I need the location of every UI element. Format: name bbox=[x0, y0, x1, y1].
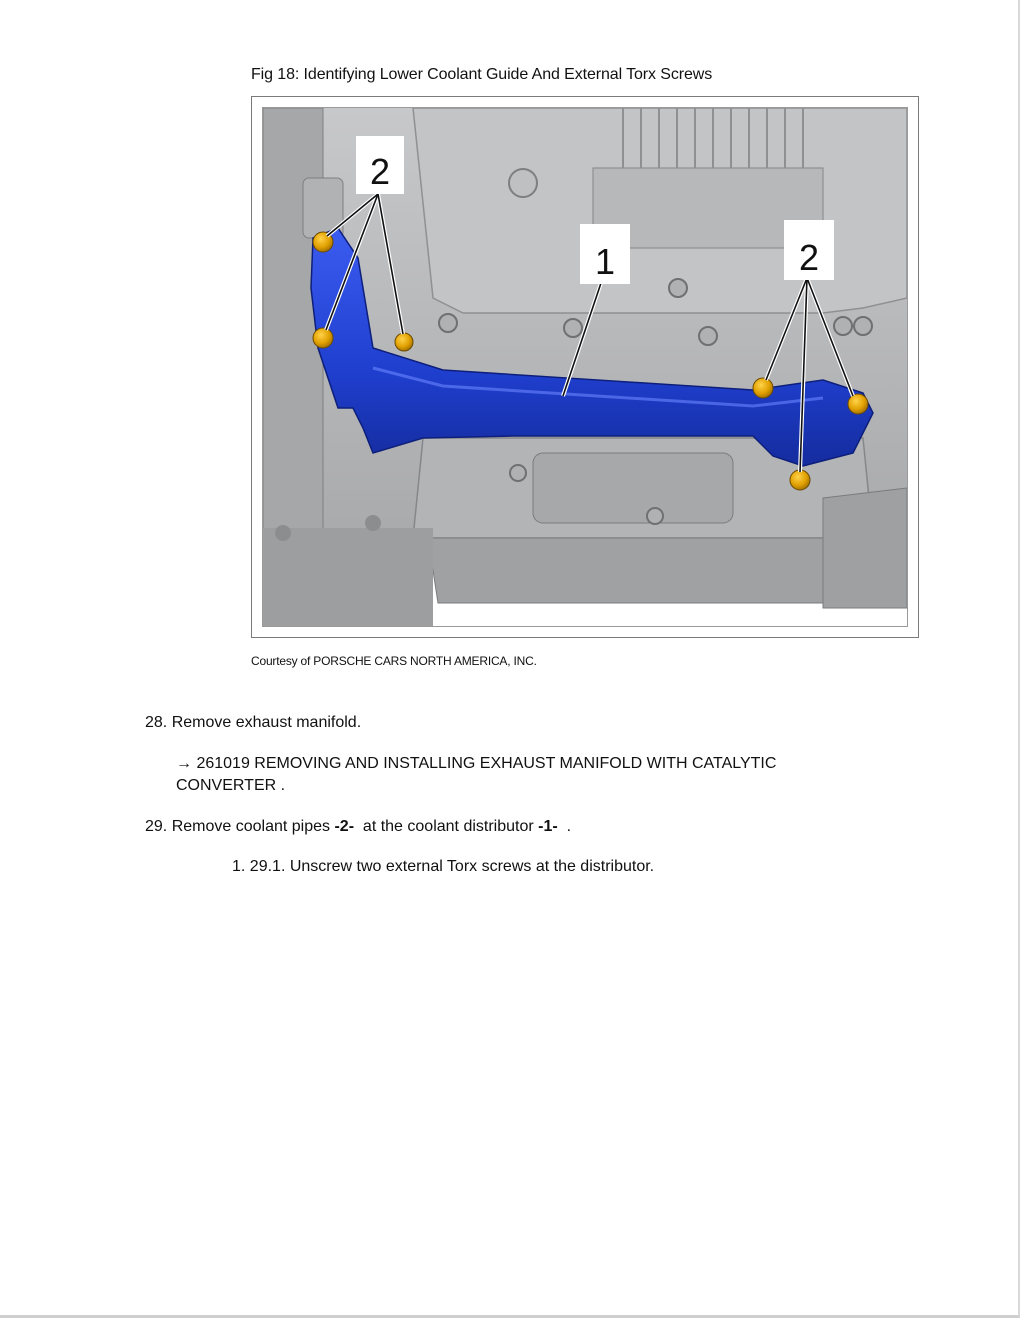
bolt-head bbox=[647, 508, 663, 524]
torx-screw bbox=[753, 378, 773, 398]
engine-illustration bbox=[263, 108, 907, 626]
figure-illustration bbox=[262, 107, 908, 627]
bolt-head bbox=[439, 314, 457, 332]
step-text-part: . bbox=[557, 818, 572, 835]
bolt-head bbox=[365, 515, 381, 531]
callout-ref-2: -2- bbox=[334, 818, 355, 835]
bolt-head bbox=[510, 465, 526, 481]
figure-courtesy: Courtesy of PORSCHE CARS NORTH AMERICA, INC. bbox=[251, 654, 537, 668]
lower-left-part bbox=[263, 528, 433, 626]
callout-label-right: 2 bbox=[798, 237, 820, 278]
torx-screw bbox=[790, 470, 810, 490]
bolt-head bbox=[564, 319, 582, 337]
bolt-head bbox=[854, 317, 872, 335]
oil-pan-cover bbox=[533, 453, 733, 523]
callout-label-center: 1 bbox=[594, 241, 616, 282]
lower-right-part bbox=[823, 488, 907, 608]
torx-screw bbox=[848, 394, 868, 414]
substep-number: 1. bbox=[232, 858, 246, 875]
step-text-part: at the coolant distributor bbox=[354, 818, 539, 835]
figure-caption: Fig 18: Identifying Lower Coolant Guide And External Torx Screws bbox=[251, 66, 713, 83]
callout-label-left: 2 bbox=[369, 151, 391, 192]
step-number: 29. bbox=[145, 818, 168, 835]
substep-text: 29.1. Unscrew two external Torx screws at the distributor. bbox=[249, 858, 655, 875]
torx-screw bbox=[395, 333, 413, 351]
substep-29-1 bbox=[232, 856, 654, 878]
bolt-head bbox=[699, 327, 717, 345]
left-side-block bbox=[263, 108, 323, 538]
torx-screw bbox=[313, 328, 333, 348]
sump bbox=[428, 538, 828, 603]
step-number: 28. bbox=[145, 714, 168, 731]
bolt-head bbox=[275, 525, 291, 541]
step-29 bbox=[145, 816, 571, 838]
step-text-part: Remove coolant pipes bbox=[171, 818, 335, 835]
bolt-head bbox=[834, 317, 852, 335]
round-boss bbox=[509, 169, 537, 197]
figure-frame bbox=[251, 96, 919, 638]
callout-ref-1: -1- bbox=[538, 818, 558, 835]
step-28 bbox=[145, 712, 361, 734]
bolt-head bbox=[669, 279, 687, 297]
step-28-reference-link[interactable]: → 261019 REMOVING AND INSTALLING EXHAUST MANIFOLD WITH CATALYTIC CONVERTER . bbox=[176, 755, 777, 794]
step-text: Remove exhaust manifold. bbox=[171, 714, 362, 731]
